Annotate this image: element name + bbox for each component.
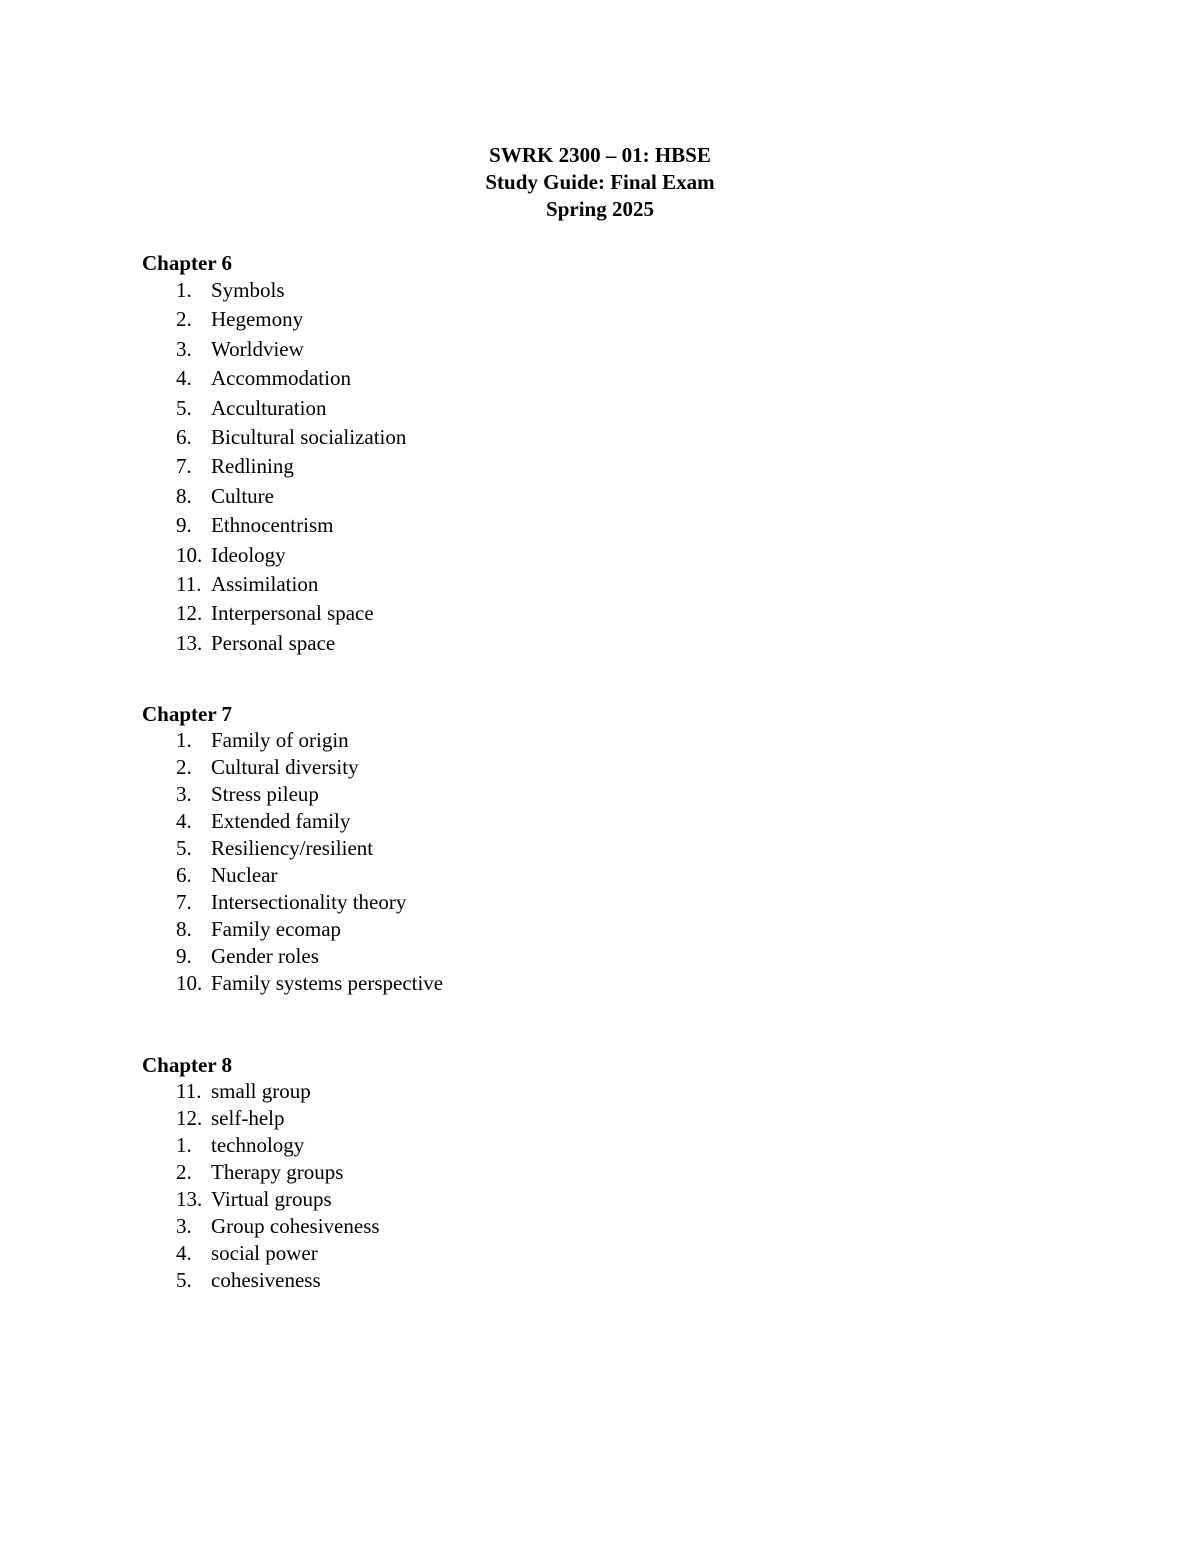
item-term: Acculturation: [211, 395, 327, 420]
item-number: 5.: [176, 836, 192, 860]
guide-title: Study Guide: Final Exam: [485, 170, 715, 194]
item-term: Symbols: [211, 278, 285, 302]
list-item: [142, 629, 942, 658]
list-item: [142, 970, 942, 997]
item-term: Nuclear: [211, 863, 278, 887]
item-term: Ethnocentrism: [211, 513, 334, 538]
list-item: [142, 364, 942, 393]
item-term: Hegemony: [211, 307, 304, 332]
item-number: 1.: [176, 1133, 192, 1157]
term-title: Spring 2025: [546, 197, 654, 221]
list-item: [142, 1105, 942, 1132]
item-term: Ideology: [211, 542, 286, 567]
list-item: [142, 1213, 942, 1240]
item-number: 7.: [176, 890, 192, 914]
item-term: Resiliency/resilient: [211, 836, 374, 860]
item-term: Family systems perspective: [211, 971, 444, 995]
item-number: 8.: [176, 917, 192, 941]
document-header: [0, 142, 1200, 223]
list-item: [142, 889, 942, 916]
list-item: [142, 570, 942, 599]
item-number: 3.: [176, 1214, 192, 1238]
item-number: 4.: [176, 809, 192, 833]
item-number: 3.: [176, 336, 192, 361]
item-number: 9.: [176, 513, 192, 538]
item-term: Therapy groups: [211, 1160, 344, 1184]
item-number: 10.: [176, 542, 203, 567]
item-term: Worldview: [211, 336, 304, 361]
list-item: [142, 808, 942, 835]
item-number: 9.: [176, 944, 192, 968]
list-item: [142, 916, 942, 943]
list-item: [142, 1159, 942, 1186]
item-number: 11.: [176, 571, 202, 596]
list-item: [142, 1186, 942, 1213]
item-term: Group cohesiveness: [211, 1214, 380, 1238]
item-term: Assimilation: [211, 571, 319, 596]
chapter-6-section: [142, 250, 942, 658]
item-term: Virtual groups: [211, 1187, 332, 1211]
item-term: cohesiveness: [211, 1268, 321, 1292]
list-item: [142, 943, 942, 970]
item-term: Family ecomap: [211, 917, 342, 941]
list-item: [142, 1078, 942, 1105]
list-item: [142, 1267, 942, 1294]
item-number: 12.: [176, 601, 203, 626]
item-number: 10.: [176, 971, 203, 995]
item-term: self-help: [211, 1106, 285, 1130]
list-item: [142, 754, 942, 781]
list-item: [142, 781, 942, 808]
item-number: 1.: [176, 278, 192, 302]
list-item: [142, 511, 942, 540]
list-item: [142, 835, 942, 862]
list-item: [142, 452, 942, 481]
list-item: [142, 394, 942, 423]
item-number: 6.: [176, 424, 192, 449]
item-number: 13.: [176, 630, 203, 655]
item-number: 13.: [176, 1187, 203, 1211]
list-item: [142, 335, 942, 364]
chapter-7-section: [142, 701, 942, 997]
item-term: Accommodation: [211, 366, 351, 391]
list-item: [142, 541, 942, 570]
chapter-6-list: [142, 276, 942, 658]
item-term: technology: [211, 1133, 305, 1157]
item-term: Extended family: [211, 809, 351, 833]
item-term: small group: [211, 1079, 311, 1103]
item-term: Intersectionality theory: [211, 890, 407, 914]
item-number: 1.: [176, 728, 192, 752]
item-term: Interpersonal space: [211, 601, 374, 626]
list-item: [142, 1132, 942, 1159]
item-term: Culture: [211, 483, 274, 508]
chapter-8-section: [142, 1052, 942, 1294]
item-term: Family of origin: [211, 728, 349, 752]
item-term: Bicultural socialization: [211, 424, 407, 449]
list-item: [142, 862, 942, 889]
item-number: 12.: [176, 1106, 203, 1130]
item-term: social power: [211, 1241, 318, 1265]
item-number: 6.: [176, 863, 192, 887]
item-number: 2.: [176, 307, 192, 332]
chapter-7-list: [142, 727, 942, 997]
item-number: 2.: [176, 1160, 192, 1184]
list-item: [142, 1240, 942, 1267]
item-number: 7.: [176, 454, 192, 479]
list-item: [142, 305, 942, 334]
list-item: [142, 423, 942, 452]
item-number: 4.: [176, 1241, 192, 1265]
item-term: Stress pileup: [211, 782, 319, 806]
item-number: 5.: [176, 1268, 192, 1292]
item-number: 4.: [176, 366, 192, 391]
chapter-8-list: [142, 1078, 942, 1294]
list-item: [142, 599, 942, 628]
item-term: Cultural diversity: [211, 755, 359, 779]
item-term: Personal space: [211, 630, 336, 655]
item-term: Redlining: [211, 454, 294, 479]
course-title: SWRK 2300 – 01: HBSE: [489, 143, 711, 167]
item-number: 11.: [176, 1079, 202, 1103]
list-item: [142, 727, 942, 754]
chapter-heading: Chapter 7: [142, 702, 233, 726]
list-item: [142, 276, 942, 305]
chapter-heading: Chapter 6: [142, 251, 233, 275]
item-number: 3.: [176, 782, 192, 806]
item-number: 5.: [176, 395, 192, 420]
chapter-heading: Chapter 8: [142, 1053, 233, 1077]
item-number: 8.: [176, 483, 192, 508]
list-item: [142, 482, 942, 511]
item-term: Gender roles: [211, 944, 319, 968]
item-number: 2.: [176, 755, 192, 779]
